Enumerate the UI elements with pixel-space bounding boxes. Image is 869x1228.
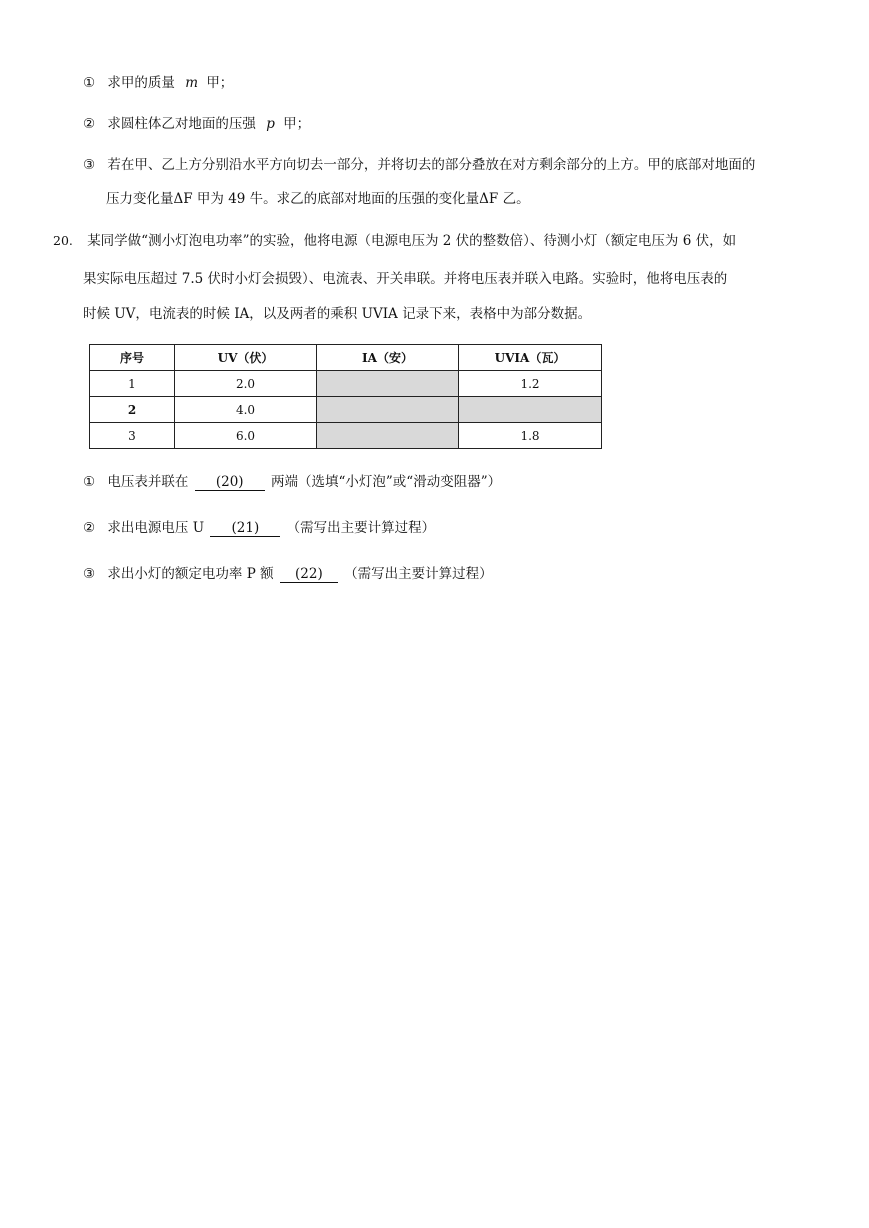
cell-power: 1.8 xyxy=(459,423,602,449)
item-text: 求圆柱体乙对地面的压强 xyxy=(107,116,256,132)
table-row xyxy=(90,423,602,449)
answer-blank-20[interactable]: (20) xyxy=(195,475,265,491)
sub-marker: ② xyxy=(83,520,96,536)
cell-no: 3 xyxy=(90,423,175,449)
prev-item-3 xyxy=(83,153,755,173)
table-row xyxy=(90,397,602,423)
subquestion-3 xyxy=(83,562,493,583)
item-text-line2: 压力变化量ΔF 甲为 49 牛。求乙的底部对地面的压强的变化量ΔF 乙。 xyxy=(106,191,530,207)
question-number: 20. xyxy=(53,233,73,248)
question-20-line-2 xyxy=(83,267,727,287)
answer-blank-21[interactable]: (21) xyxy=(210,521,280,537)
cell-power-shaded xyxy=(459,397,602,423)
sub-text: 电压表并联在 xyxy=(107,474,189,490)
cell-current-shaded xyxy=(317,371,459,397)
table-header-row xyxy=(90,345,602,371)
data-table xyxy=(89,344,602,449)
sub-text: 求出小灯的额定电功率 P 额 xyxy=(107,566,274,582)
prev-item-2 xyxy=(83,112,310,132)
question-line-3: 时候 UV，电流表的时候 IA，以及两者的乘积 UVIA 记录下来，表格中为部分数据。 xyxy=(83,306,592,322)
subquestion-1 xyxy=(83,470,501,491)
sub-marker: ③ xyxy=(83,566,96,582)
cell-current-shaded xyxy=(317,397,459,423)
sub-suffix: 两端（选填“小灯泡”或“滑动变阻器”） xyxy=(271,474,502,490)
item-text: 求甲的质量 xyxy=(107,75,175,91)
prev-item-1 xyxy=(83,71,233,91)
sub-suffix: （需写出主要计算过程） xyxy=(286,520,436,536)
question-line-2: 果实际电压超过 7.5 伏时小灯会损毁）、电流表、开关串联。并将电压表并联入电路。实验时，他将电压表的 xyxy=(83,271,728,287)
item-suffix: 甲； xyxy=(206,75,234,91)
sub-text: 求出电源电压 U xyxy=(107,520,205,536)
header-cell: 序号 xyxy=(90,345,175,371)
prev-item-3-cont xyxy=(106,187,530,207)
subquestion-2 xyxy=(83,516,435,537)
header-cell: UVIA（瓦） xyxy=(459,345,602,371)
question-20 xyxy=(53,229,736,249)
header-cell: IA（安） xyxy=(317,345,459,371)
cell-voltage: 6.0 xyxy=(175,423,317,449)
answer-blank-22[interactable]: (22) xyxy=(280,567,338,583)
item-suffix: 甲； xyxy=(283,116,311,132)
cell-voltage: 2.0 xyxy=(175,371,317,397)
item-marker: ② xyxy=(83,116,96,132)
sub-suffix: （需写出主要计算过程） xyxy=(344,566,493,582)
question-line-1: 某同学做“测小灯泡电功率”的实验，他将电源（电源电压为 2 伏的整数倍）、待测小灯（额定电压为 6 伏，如 xyxy=(87,233,737,249)
cell-current-shaded xyxy=(317,423,459,449)
question-20-line-3 xyxy=(83,302,591,322)
item-variable: p xyxy=(266,116,275,132)
cell-no: 2 xyxy=(90,397,175,423)
header-cell: UV（伏） xyxy=(175,345,317,371)
table-row xyxy=(90,371,602,397)
item-marker: ① xyxy=(83,75,96,91)
item-variable: m xyxy=(185,75,199,91)
item-text-line1: 若在甲、乙上方分别沿水平方向切去一部分，并将切去的部分叠放在对方剩余部分的上方。甲的底部对地面的 xyxy=(107,157,756,173)
cell-voltage: 4.0 xyxy=(175,397,317,423)
sub-marker: ① xyxy=(83,474,96,490)
cell-power: 1.2 xyxy=(459,371,602,397)
item-marker: ③ xyxy=(83,157,96,173)
cell-no: 1 xyxy=(90,371,175,397)
